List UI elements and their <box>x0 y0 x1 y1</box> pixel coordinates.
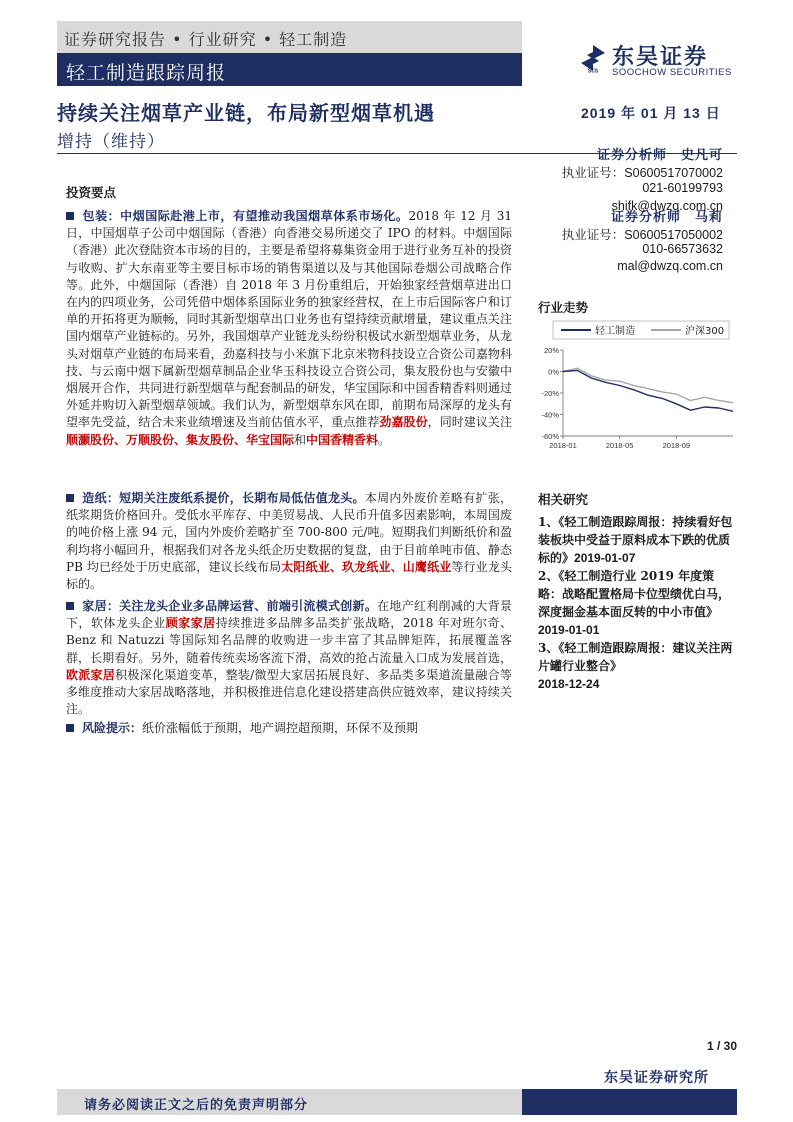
related-item-date: 2019-01-07 <box>574 551 636 565</box>
x-tick-label: 2018-01 <box>549 441 577 450</box>
bullet-icon <box>66 602 74 610</box>
home-lead: 家居：关注龙头企业多品牌运营、前端引流模式创新。 <box>82 599 378 613</box>
home-body-1: 在地产红利削减的大背景下，软体龙头企业 <box>66 599 512 631</box>
home-rec-gujia: 顾家家居 <box>165 616 216 631</box>
tobacco-rec-primary: 劲嘉股份 <box>379 415 428 430</box>
report-title: 持续关注烟草产业链，布局新型烟草机遇 <box>57 101 435 125</box>
series-line-沪深300 <box>563 368 733 402</box>
analyst-email[interactable]: mal@dwzq.com.cn <box>617 259 723 273</box>
x-tick-label: 2018-09 <box>662 441 691 450</box>
bullet-icon <box>66 212 74 220</box>
related-item-title[interactable]: 3、《轻工制造跟踪周报：建议关注两片罐行业整合》 <box>538 641 733 673</box>
y-tick-label: 0% <box>548 367 559 377</box>
related-item[interactable] <box>538 639 738 693</box>
bullet-icon <box>66 724 74 732</box>
related-item[interactable] <box>538 513 738 567</box>
analyst-title: 证券分析师 马莉 <box>610 210 723 225</box>
risk-section <box>66 720 512 737</box>
analyst-phone: 010-66573632 <box>642 242 723 256</box>
analyst-cert: 执业证号：S0600517070002 <box>561 166 723 180</box>
paper-section <box>66 490 512 593</box>
legend-label-index: 沪深300 <box>685 326 725 337</box>
report-date: 2019 年 01 月 13 日 <box>581 105 721 121</box>
series-line-轻工制造 <box>563 370 733 411</box>
page-number: 1 / 30 <box>706 1039 737 1053</box>
tobacco-lead: 包装：中烟国际赴港上市，有望推动我国烟草体系市场化。 <box>82 209 409 223</box>
analyst-cert: 执业证号：S0600517050002 <box>561 228 723 242</box>
related-item-date: 2019-01-01 <box>538 623 600 637</box>
paper-end: 等行业龙头标的。 <box>66 559 512 592</box>
paper-rec: 太阳纸业、玖龙纸业、山鹰纸业 <box>281 559 452 574</box>
breadcrumb: 证券研究报告 • 行业研究 • 轻工制造 <box>64 30 348 49</box>
legend-label-industry: 轻工制造 <box>595 326 635 337</box>
home-rec-oppein: 欧派家居 <box>66 667 116 682</box>
home-body-2: 持续推进多品牌多品类扩张战略，2018 年对班尔奇、Benz 和 Natuzzi 等国际知名品牌的收购进一步丰富了其品牌矩阵，拓展覆盖客群，长期看好。另外，随着传统卖场客流下滑，高效的抢占流量入口成为发展首选， <box>66 616 512 665</box>
y-tick-label: 20% <box>543 346 559 355</box>
logo-mark-text: SCS <box>587 68 599 73</box>
paper-lead: 造纸：短期关注废纸系提价，长期布局低估值龙头。 <box>82 491 365 505</box>
trend-heading: 行业走势 <box>538 300 589 315</box>
analyst-phone: 021-60199793 <box>642 181 723 195</box>
risk-body: 纸价涨幅低于预期，地产调控超预期，环保不及预期 <box>142 721 419 735</box>
investment-heading: 投资要点 <box>66 185 117 200</box>
home-body-3: 积极深化渠道变革，整装/微型大家居拓展良好、多品类多渠道流量融合等多维度推动大家居战略落地，并积极推进信息化建设搭建高供应链效率，建议持续关注。 <box>66 667 512 717</box>
soochow-logo-icon <box>579 43 607 73</box>
logo-english-name: SOOCHOW SECURITIES <box>612 67 732 78</box>
series-title: 轻工制造跟踪周报 <box>66 62 227 84</box>
related-item-date: 2018-12-24 <box>538 677 600 691</box>
risk-lead: 风险提示： <box>82 721 143 735</box>
y-tick-label: -40% <box>541 410 559 420</box>
y-tick-label: -20% <box>541 389 559 398</box>
tobacco-rec-flavor: 中国香精香料 <box>306 432 379 447</box>
related-heading: 相关研究 <box>538 492 589 507</box>
footer-disclaimer: 请务必阅读正文之后的免责声明部分 <box>84 1098 309 1113</box>
bullet-icon <box>66 494 74 502</box>
related-item-title[interactable]: 1、《轻工制造跟踪周报：持续看好包装板块中受益于原料成本下跌的优质标的》 <box>538 515 733 565</box>
paper-body: 本周内外废价差略有扩张，纸浆期货价格回升。受低水平库存、中美贸易战、人民币升值多因素影响，本周国废的吨价格上涨 94 元，国内外废价差略扩至 700-800 元/吨。短期我们判断纸价和盈利均将小幅回升，根据我们对各龙头纸企历史数据的复盘，由于目前单吨市值、静态 PB 均已经处于历史底部，建议长线布局 <box>66 491 512 574</box>
tobacco-and: 和 <box>294 432 307 447</box>
tobacco-rec-watch: 顺灏股份、万顺股份、集友股份、华宝国际 <box>66 432 295 447</box>
analyst-title: 证券分析师 史凡可 <box>596 148 723 163</box>
tobacco-mid: ，同时建议关注 <box>427 415 512 430</box>
tobacco-body: 2018 年 12 月 31 日，中国烟草子公司中烟国际（香港）向香港交易所递交了 IPO 的材料。中烟国际（香港）此次登陆资本市场的目的，主要是希望将募集资金用于进行业务互补的投资与收购、扩大东南亚等主要目标市场的销售渠道以及与其他国际卷烟公司战略合作等。此外，中烟国际（香港）自 2018 年 3 月份重组后，开始独家经营烟草进出口在内的四项业务，公司凭借中烟体系国际业务的独家经营权，在上市后国际客户和订单的开拓将更为顺畅，同时其新型烟草出口业务也有望持续贡献增量，建议重点关注国内烟草产业链标的。另外，我国烟草产业链龙头纷纷积极试水新型烟草业务，从龙头对烟草产业链的布局来看，劲嘉科技与小米旗下北京米物科技设立合资公司嘉物科技、与云南中烟下属新型烟草制品企业华玉科技设立合资公司，集友股份也与安徽中烟展开合作，共同进行新型烟草与配套制品的研发，华宝国际和中国香精香料则通过外延并购切入新型烟草领域。我们认为，新型烟草东风在即，前期布局深厚的龙头有望率先受益，结合未来业绩增速及当前估值水平，重点推荐 <box>66 209 512 430</box>
y-tick-label: -60% <box>541 432 559 441</box>
industry-trend-chart <box>533 318 738 458</box>
home-section <box>66 598 512 718</box>
tobacco-section <box>66 208 512 449</box>
related-item-title[interactable]: 2、《轻工制造行业 2019 年度策略：战略配置格局卡位型绩优白马，深度掘金基本面反转的中小市值》 <box>538 569 731 619</box>
logo-name: 东吴证券 <box>612 44 709 70</box>
x-tick-label: 2018-05 <box>605 441 634 450</box>
footer-institute: 东吴证券研究所 <box>604 1070 709 1086</box>
analyst-email[interactable]: shifk@dwzq.com.cn <box>611 199 723 213</box>
tobacco-end: 。 <box>378 432 391 447</box>
related-item[interactable] <box>538 567 738 639</box>
rating: 增持（维持） <box>57 132 165 152</box>
